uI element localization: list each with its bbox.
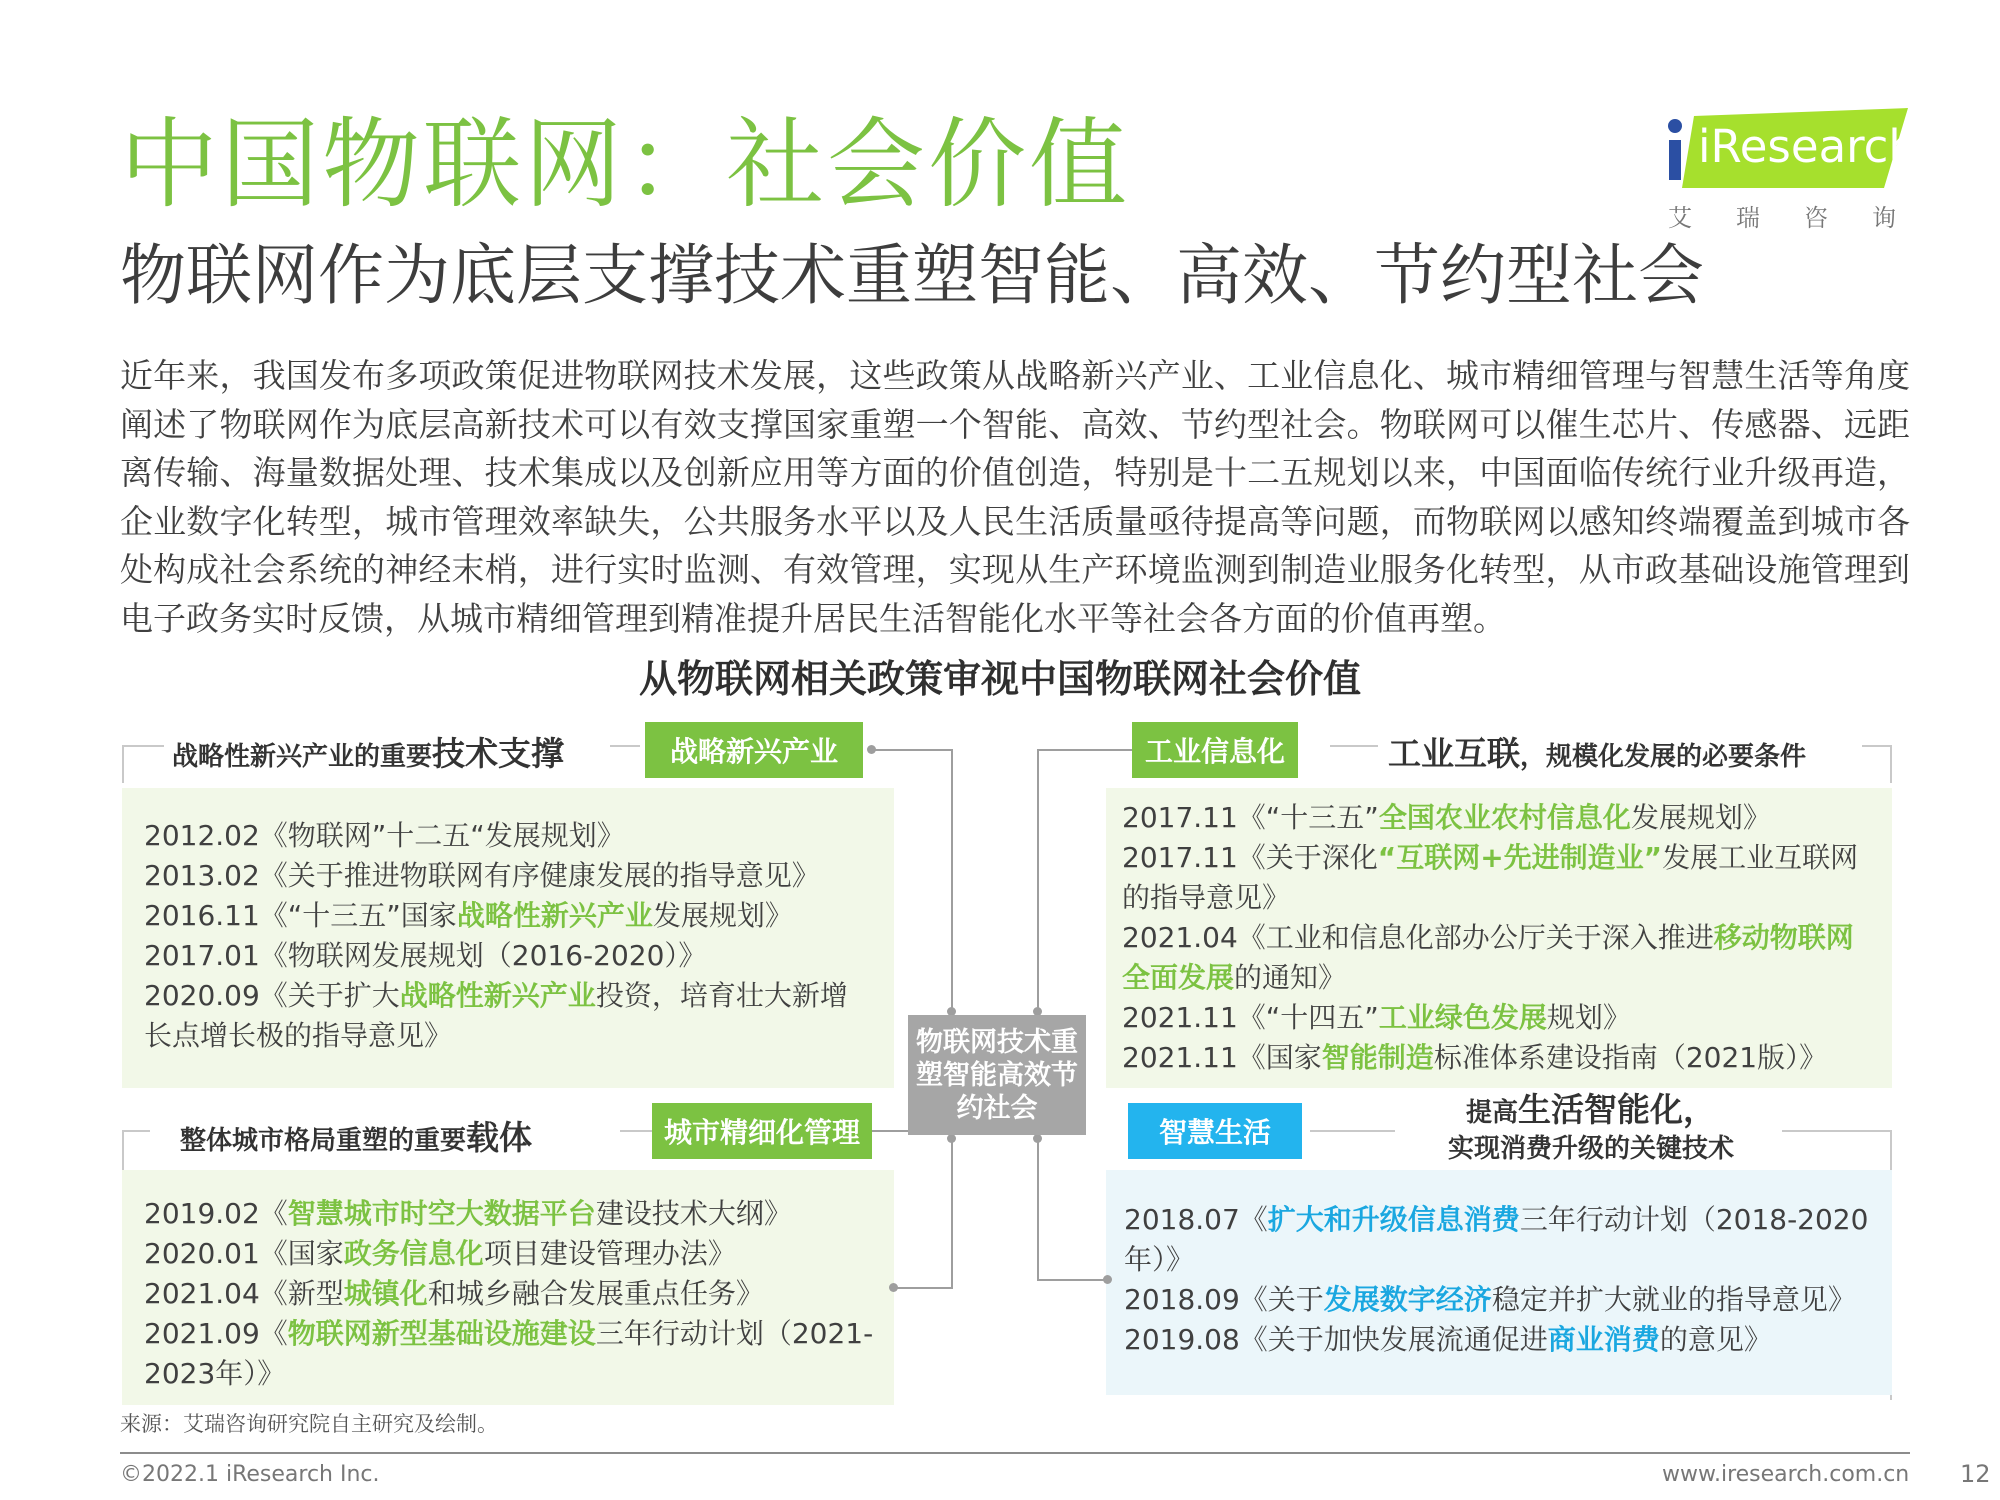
tag-smart-life: 智慧生活	[1128, 1103, 1302, 1159]
heading-punct: ，	[1683, 1090, 1716, 1129]
policy-text: 发展规划》	[652, 899, 793, 932]
policy-item	[144, 936, 874, 976]
tag-city-management: 城市精细化管理	[652, 1103, 872, 1159]
policy-text: 和城乡融合发展重点任务》	[427, 1277, 764, 1310]
section-heading-strategic	[172, 728, 564, 775]
policy-highlight: 工业绿色发展	[1378, 1001, 1547, 1034]
policy-text: 2012.02《物联网”十二五“发展规划》	[144, 819, 625, 852]
policy-text: 2019.02《	[144, 1197, 288, 1230]
policy-item	[144, 816, 874, 856]
logo-text: iResearch	[1698, 120, 1917, 173]
policy-text: 发展规划》	[1630, 801, 1771, 834]
policy-highlight: 移动物联网全面发展	[1122, 921, 1854, 994]
policy-item	[1124, 1280, 1880, 1320]
heading-text: 提高	[1465, 1098, 1518, 1128]
page-number: 12	[1960, 1460, 1991, 1488]
policy-text: 2018.09《关于	[1124, 1283, 1324, 1316]
panel-strategic	[122, 788, 894, 1088]
policy-text: 三年行动计划（2021-2023年）》	[144, 1317, 874, 1390]
policy-item	[1122, 1038, 1880, 1078]
policy-text: 三年行动计划（2018-2020年）》	[1124, 1203, 1869, 1276]
policy-text: 标准体系建设指南（2021版）》	[1433, 1041, 1828, 1074]
connector-line	[893, 1287, 953, 1289]
policy-text: 投资，培育壮大新增长点增长极的指导意见》	[144, 979, 848, 1052]
footer-divider	[120, 1452, 1910, 1454]
policy-highlight: 智慧城市时空大数据平台	[287, 1197, 596, 1230]
policy-list	[144, 1194, 874, 1394]
policy-highlight: 全国农业农村信息化	[1378, 801, 1631, 834]
frame-line	[1862, 745, 1892, 747]
connector-line	[871, 749, 953, 751]
website-link[interactable]: www.iresearch.com.cn	[1662, 1462, 1910, 1487]
connector-dot	[947, 1134, 956, 1143]
policy-item	[144, 1314, 874, 1394]
policy-item	[1124, 1200, 1880, 1280]
policy-highlight: 城镇化	[343, 1277, 428, 1310]
heading-emphasis: 工业互联	[1388, 734, 1520, 773]
policy-text: 项目建设管理办法》	[483, 1237, 736, 1270]
policy-text: 2013.02《关于推进物联网有序健康发展的指导意见》	[144, 859, 820, 892]
policy-list	[144, 816, 874, 1056]
policy-list	[1122, 798, 1880, 1078]
policy-item	[1122, 838, 1880, 918]
center-core-box: 物联网技术重塑智能高效节约社会	[908, 1015, 1086, 1135]
connector-dot	[867, 745, 876, 754]
section-heading-industrial	[1388, 728, 1806, 775]
policy-text: 2020.01《国家	[144, 1237, 344, 1270]
heading-emphasis: 技术支撑	[432, 734, 565, 773]
connector-line	[1037, 749, 1132, 751]
policy-text: 2018.07《	[1124, 1203, 1268, 1236]
heading-text: ，规模化发展的必要条件	[1520, 742, 1807, 772]
policy-text: 的通知》	[1234, 961, 1347, 994]
policy-text: 发展工业互联网的指导意见》	[1122, 841, 1859, 914]
frame-line	[1890, 745, 1892, 783]
policy-highlight: 战略性新兴产业	[399, 979, 596, 1012]
connector-dot	[1103, 1275, 1112, 1284]
policy-text: 2017.11《“十三五”	[1122, 801, 1379, 834]
policy-text: 的意见》	[1659, 1323, 1772, 1356]
frame-line	[122, 745, 164, 747]
policy-item	[144, 1274, 874, 1314]
frame-line	[122, 745, 124, 783]
policy-highlight: 扩大和升级信息消费	[1267, 1203, 1520, 1236]
policy-text: 2020.09《关于扩大	[144, 979, 400, 1012]
frame-line	[1310, 1130, 1395, 1132]
frame-line	[122, 1130, 150, 1132]
tag-strategic-industry: 战略新兴产业	[645, 722, 863, 778]
panel-smart-life	[1106, 1170, 1892, 1395]
policy-item	[144, 1234, 874, 1274]
page-subtitle: 物联网作为底层支撑技术重塑智能、高效、节约型社会	[120, 237, 1704, 314]
frame-line	[610, 745, 640, 747]
policy-text: 2021.04《工业和信息化部办公厅关于深入推进	[1122, 921, 1714, 954]
tag-industrial-informatization: 工业信息化	[1132, 722, 1298, 778]
policy-item	[1124, 1320, 1880, 1360]
section-heading-smart-life	[1400, 1092, 1782, 1167]
policy-text: 2021.11《“十四五”	[1122, 1001, 1379, 1034]
copyright: ©2022.1 iResearch Inc.	[120, 1462, 380, 1487]
heading-text: 战略性新兴产业的重要	[172, 742, 433, 772]
policy-highlight: 物联网新型基础设施建设	[287, 1317, 596, 1350]
policy-text: 2016.11《“十三五”国家	[144, 899, 457, 932]
policy-highlight: 商业消费	[1547, 1323, 1660, 1356]
logo-cn: 艾瑞咨询	[1668, 204, 1940, 232]
policy-text: 2017.01《物联网发展规划（2016-2020）》	[144, 939, 707, 972]
policy-text: 2021.04《新型	[144, 1277, 344, 1310]
policy-text: 2021.11《国家	[1122, 1041, 1322, 1074]
panel-industrial	[1106, 788, 1892, 1088]
policy-text: 建设技术大纲》	[595, 1197, 792, 1230]
panel-city	[122, 1170, 894, 1405]
page-title: 中国物联网：社会价值	[120, 108, 1131, 222]
policy-item	[1122, 918, 1880, 998]
frame-line	[1782, 1130, 1892, 1132]
policy-list	[1124, 1200, 1880, 1360]
connector-line	[1037, 1279, 1107, 1281]
heading-emphasis: 生活智能化	[1518, 1090, 1683, 1129]
policy-highlight: 发展数字经济	[1323, 1283, 1492, 1316]
policy-highlight: 智能制造	[1321, 1041, 1434, 1074]
policy-highlight: 政务信息化	[343, 1237, 484, 1270]
policy-highlight: “互联网+先进制造业”	[1377, 841, 1663, 874]
heading-line-2: 实现消费升级的关键技术	[1447, 1134, 1734, 1164]
iresearch-logo	[1662, 108, 1917, 208]
heading-emphasis: 载体	[466, 1118, 533, 1157]
heading-line-1	[1400, 1092, 1782, 1131]
policy-text: 2017.11《关于深化	[1122, 841, 1378, 874]
connector-dot	[889, 1283, 898, 1292]
policy-text: 2021.09《	[144, 1317, 288, 1350]
policy-highlight: 战略性新兴产业	[456, 899, 653, 932]
policy-item	[144, 976, 874, 1056]
diagram-title: 从物联网相关政策审视中国物联网社会价值	[638, 657, 1361, 701]
frame-line	[620, 1130, 652, 1132]
policy-text: 稳定并扩大就业的指导意见》	[1491, 1283, 1856, 1316]
policy-item	[1122, 798, 1880, 838]
policy-text: 2019.08《关于加快发展流通促进	[1124, 1323, 1548, 1356]
policy-item	[144, 856, 874, 896]
intro-paragraph: 近年来，我国发布多项政策促进物联网技术发展，这些政策从战略新兴产业、工业信息化、城市精细管理与智慧生活等角度阐述了物联网作为底层高新技术可以有效支撑国家重塑一个智能、高效、节约型社会。物联网可以催生芯片、传感器、远距离传输、海量数据处理、技术集成以及创新应用等方面的价值创造，特别是十二五规划以来，中国面临传统行业升级再造，企业数字化转型，城市管理效率缺失，公共服务水平以及人民生活质量亟待提高等问题，而物联网以感知终端覆盖到城市各处构成社会系统的神经末梢，进行实时监测、有效管理，实现从生产环境监测到制造业服务化转型，从市政基础设施管理到电子政务实时反馈，从城市精细管理到精准提升居民生活智能化水平等社会各方面的价值再塑。	[120, 356, 1910, 638]
policy-item	[1122, 998, 1880, 1038]
section-heading-city	[180, 1112, 532, 1159]
heading-text: 整体城市格局重塑的重要	[180, 1126, 467, 1156]
connector-dot	[1033, 1134, 1042, 1143]
policy-item	[144, 896, 874, 936]
source-note: 来源：艾瑞咨询研究院自主研究及绘制。	[120, 1412, 498, 1436]
frame-line	[1330, 745, 1378, 747]
policy-text: 规划》	[1546, 1001, 1631, 1034]
policy-item	[144, 1194, 874, 1234]
